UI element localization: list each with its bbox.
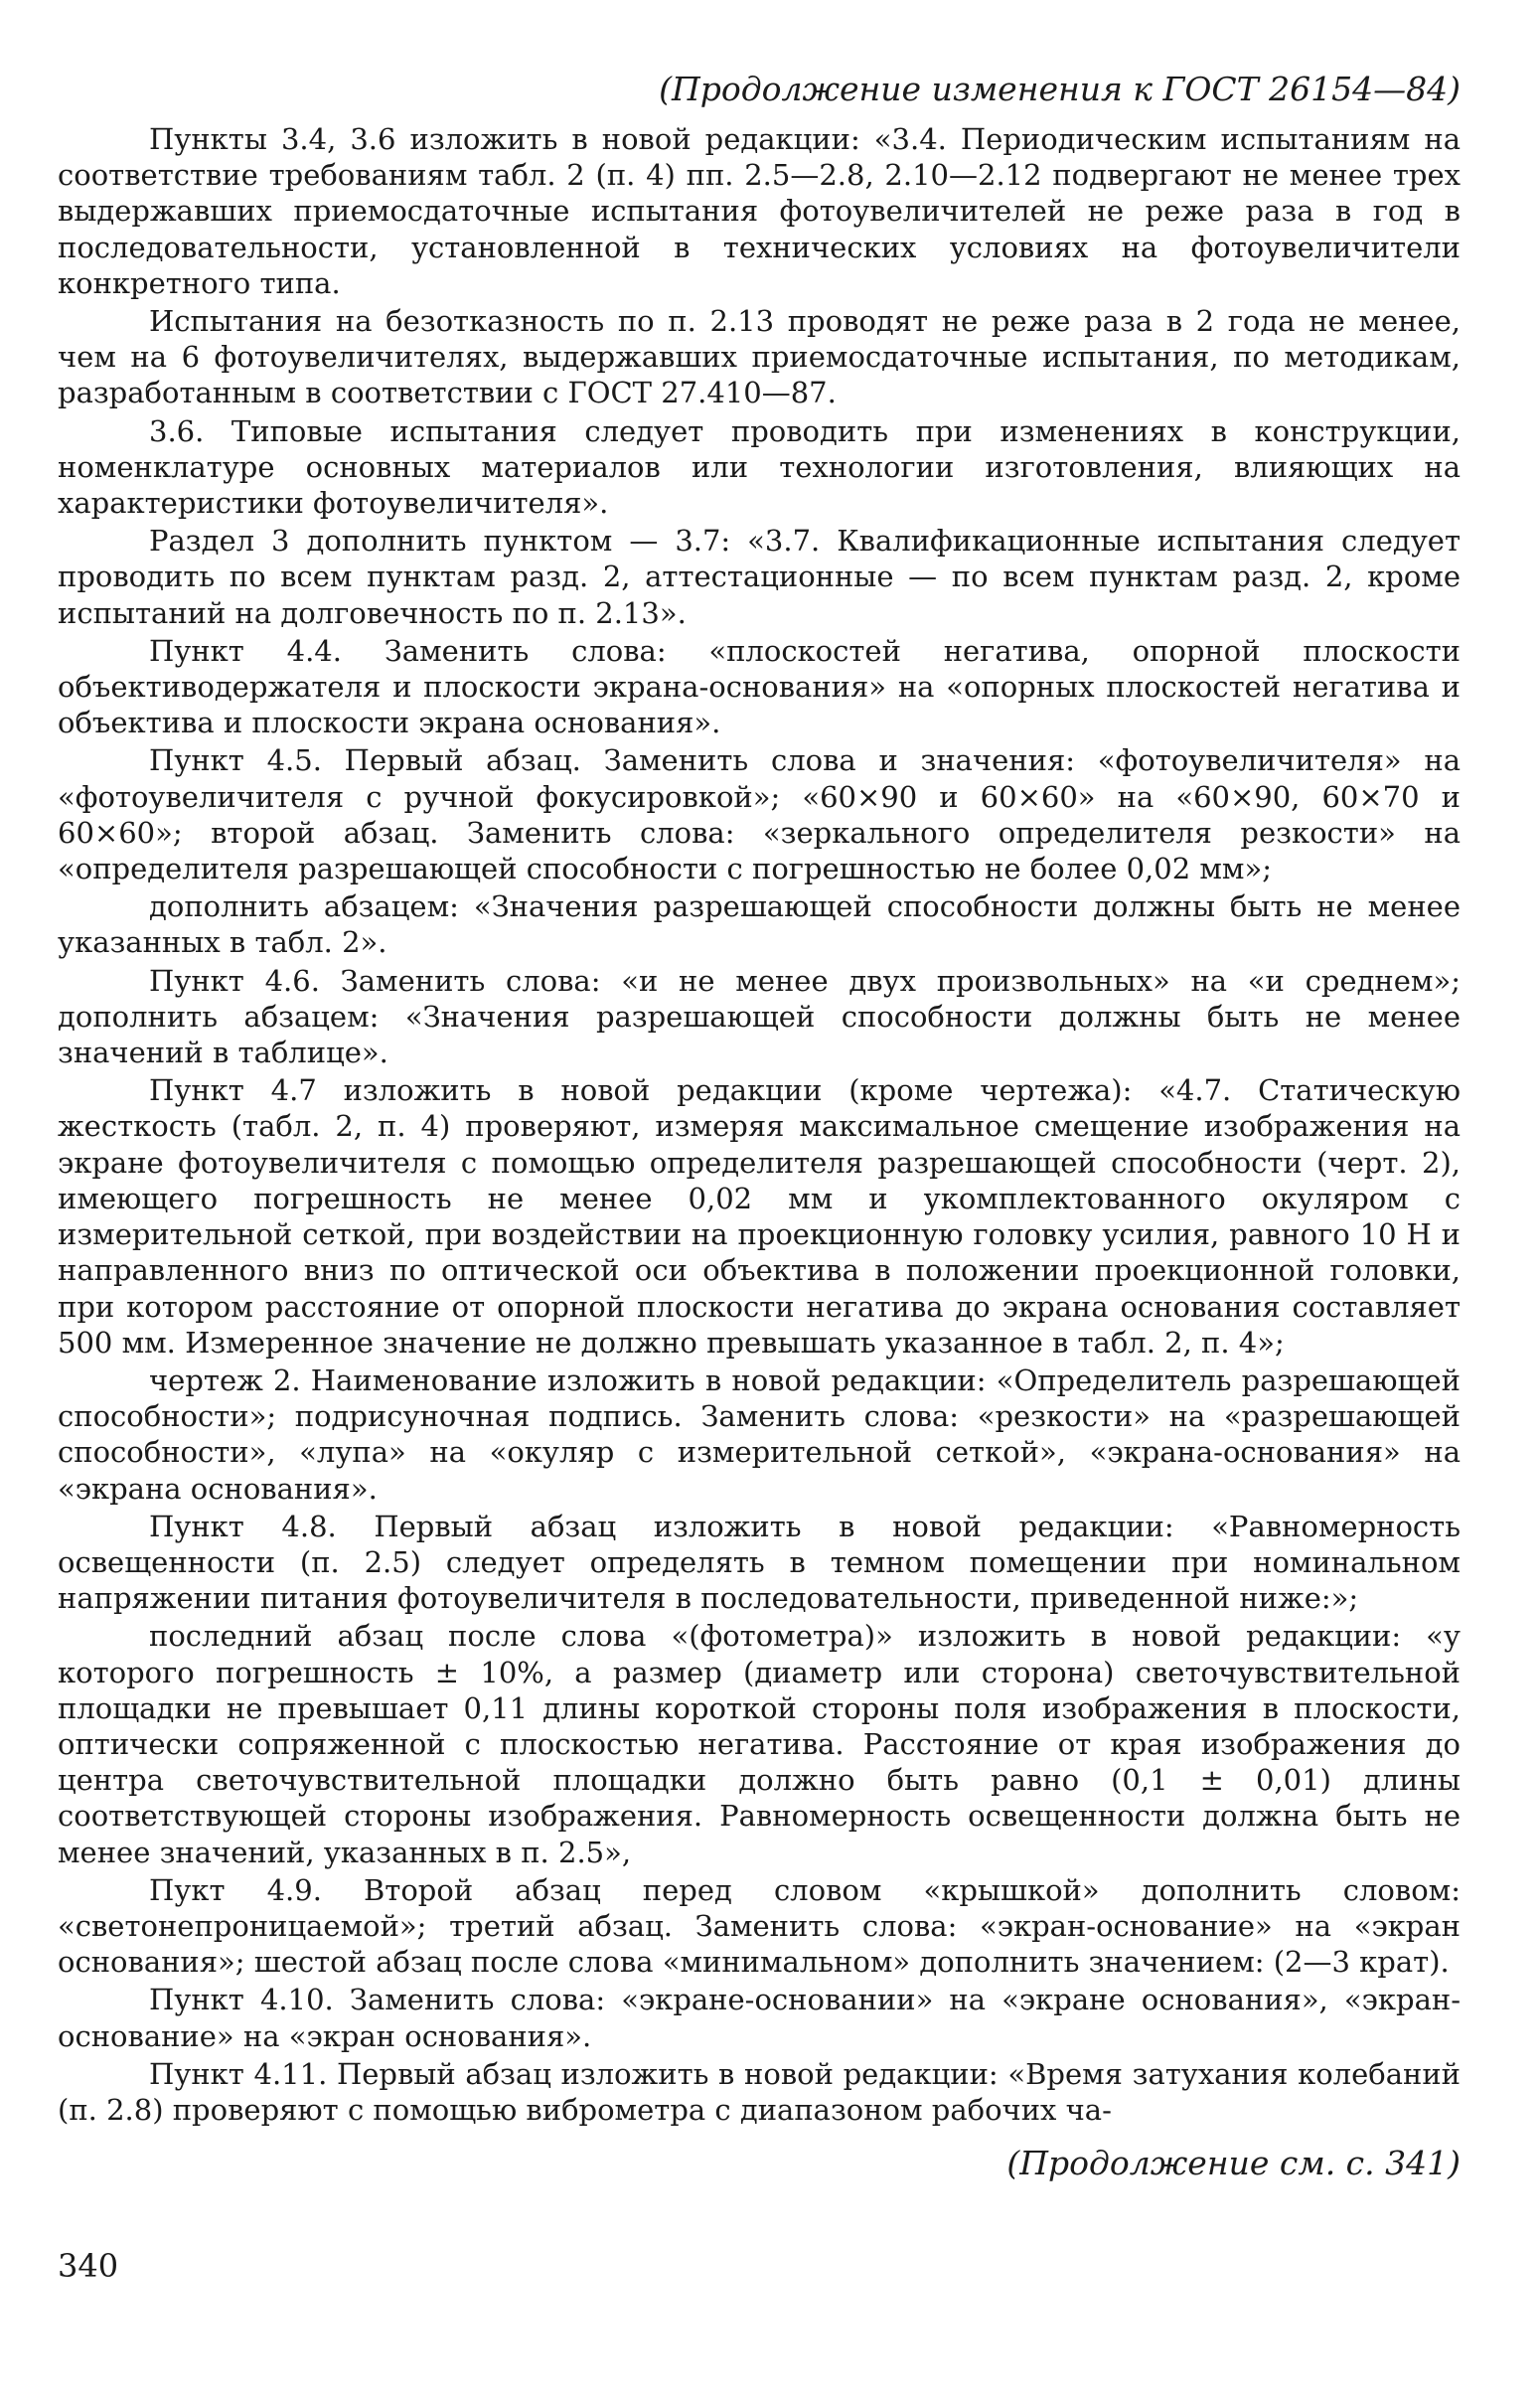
paragraph: чертеж 2. Наименование изложить в новой редакции: «Определитель разрешающей способности»; подрисуночная подпись. Заменить слова: «резкости» на «разрешающей способности», «лупа» на «окуляр с измерительной сеткой», «экрана-основания» на «экрана основания». — [58, 1362, 1461, 1506]
paragraph: Раздел 3 дополнить пунктом — 3.7: «3.7. Квалификационные испытания следует проводить по всем пунктам разд. 2, аттестационные — по всем пунктам разд. 2, кроме испытаний на долговечность по п. 2.13». — [58, 524, 1461, 630]
paragraph: Пункт 4.4. Заменить слова: «плоскостей негатива, опорной плоскости объективодержателя и плоскости экрана-основания» на «опорных плоскостей негатива и объектива и плоскости экрана основания». — [58, 633, 1461, 740]
paragraph: 3.6. Типовые испытания следует проводить при изменениях в конструкции, номенклатуре основных материалов или технологии изготовления, влияющих на характеристики фотоувеличителя». — [58, 413, 1461, 521]
continuation-footer: (Продолжение см. с. 341) — [1006, 2144, 1461, 2183]
paragraph: Пукт 4.9. Второй абзац перед словом «крышкой» дополнить словом: «светонепроницаемой»; третий абзац. Заменить слова: «экран-основание» на «экран основания»; шестой абзац после слова «минимальном» дополнить значением: (2—3 крат). — [58, 1872, 1461, 1980]
continuation-header: (Продолжение изменения к ГОСТ 26154—84) — [659, 70, 1461, 108]
paragraph: последний абзац после слова «(фотометра)» изложить в новой редакции: «у которого погрешность ± 10%, а размер (диаметр или сторона) светочувствительной площадки не превышает 0,11 длины короткой стороны поля изображения в плоскости, оптически сопряженной с плоскостью негатива. Расстояние от края изображения до центра светочувствительной площадки должно быть равно (0,1 ± 0,01) длины соответствующей стороны изображения. Равномерность освещенности должна быть не менее значений, указанных в п. 2.5», — [58, 1619, 1461, 1869]
paragraph: дополнить абзацем: «Значения разрешающей способности должны быть не менее указанных в табл. 2». — [58, 889, 1461, 960]
paragraph: Пункт 4.8. Первый абзац изложить в новой редакции: «Равномерность освещенности (п. 2.5) следует определять в темном помещении при номинальном напряжении питания фотоувеличителя в последовательности, приведенной ниже:»; — [58, 1509, 1461, 1616]
paragraph: Пункт 4.11. Первый абзац изложить в новой редакции: «Время затухания колебаний (п. 2.8) проверяют с помощью виброметра с диапазоном рабочих ча- — [58, 2056, 1461, 2127]
paragraph: Пункт 4.10. Заменить слова: «экране-основании» на «экране основания», «экран-основание» на «экран основания». — [58, 1983, 1461, 2053]
document-page — [58, 70, 1461, 2183]
paragraph: Пункт 4.7 изложить в новой редакции (кроме чертежа): «4.7. Статическую жесткость (табл. 2, п. 4) проверяют, измеряя максимальное смещение изображения на экране фотоувеличителя с помощью определителя разрешающей способности (черт. 2), имеющего погрешность не менее 0,02 мм и укомплектованного окуляром с измерительной сеткой, при воздействии на проекционную головку усилия, равного 10 Н и направленного вниз по оптической оси объектива в положении проекционной головки, при котором расстояние от опорной плоскости негатива до экрана основания составляет 500 мм. Измеренное значение не должно превышать указанное в табл. 2, п. 4»; — [58, 1073, 1461, 1360]
paragraph: Испытания на безотказность по п. 2.13 проводят не реже раза в 2 года не менее, чем на 6 фотоувеличителях, выдержавших приемосдаточные испытания, по методикам, разработанным в соответствии с ГОСТ 27.410—87. — [58, 304, 1461, 410]
paragraph: Пункт 4.6. Заменить слова: «и не менее двух произвольных» на «и среднем»; дополнить абзацем: «Значения разрешающей способности должны быть не менее значений в таблице». — [58, 963, 1461, 1070]
paragraph: Пункт 4.5. Первый абзац. Заменить слова и значения: «фотоувеличителя» на «фотоувеличителя с ручной фокусировкой»; «60×90 и 60×60» на «60×90, 60×70 и 60×60»; второй абзац. Заменить слова: «зеркального определителя резкости» на «определителя разрешающей способности с погрешностью не более 0,02 мм»; — [58, 743, 1461, 886]
page-number: 340 — [58, 2247, 119, 2285]
paragraph: Пункты 3.4, 3.6 изложить в новой редакции: «3.4. Периодическим испытаниям на соответствие требованиям табл. 2 (п. 4) пп. 2.5—2.8, 2.10—2.12 подвергают не менее трех выдержавших приемосдаточные испытания фотоувеличителей не реже раза в год в последовательности, установленной в технических условиях на фотоувеличители конкретного типа. — [58, 122, 1461, 300]
